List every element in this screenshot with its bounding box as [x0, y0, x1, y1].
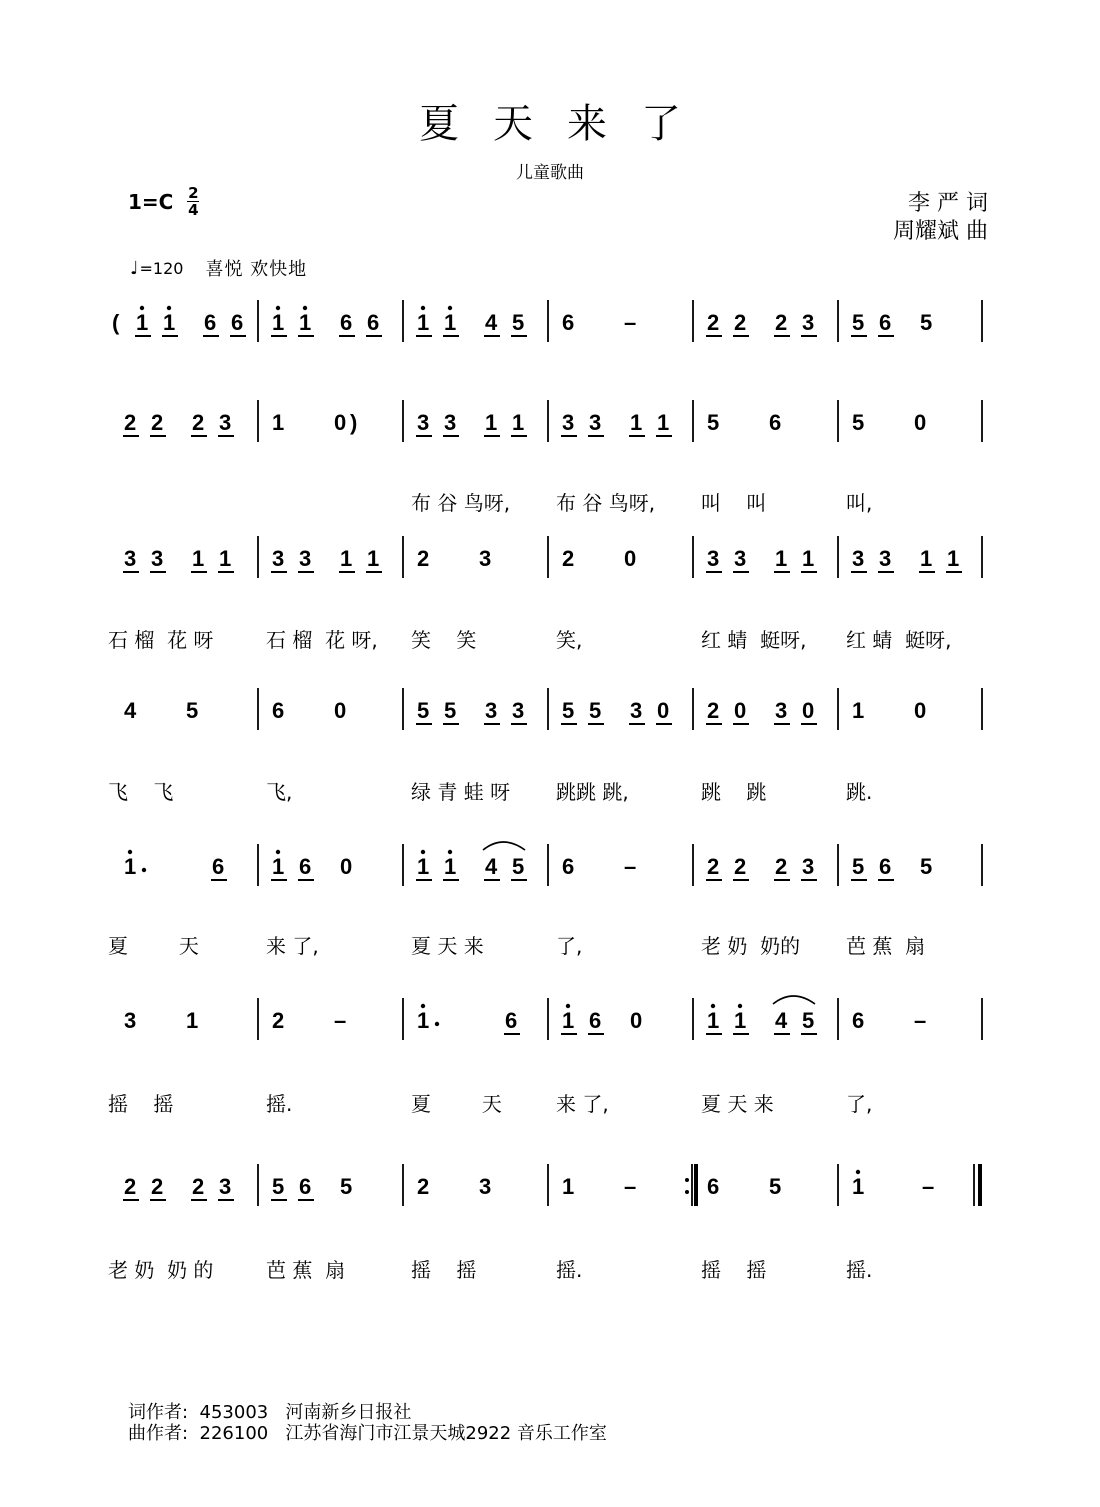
note: 1 [562, 1174, 575, 1199]
note: 0 [802, 698, 815, 723]
note: 3 [562, 410, 575, 435]
measure [417, 998, 548, 1040]
note: 2 [272, 1008, 285, 1033]
note: 2 [707, 698, 720, 723]
measure [706, 536, 838, 578]
note: 5 [852, 410, 865, 435]
high-octave-dot [711, 1004, 715, 1008]
note: 3 [124, 1008, 137, 1033]
note: 5 [186, 698, 199, 723]
lyric-text: 夏 天 [108, 934, 199, 958]
lyric-text: 摇 摇 [701, 1258, 767, 1282]
lyric-text: 芭 蕉 扇 [266, 1258, 346, 1282]
lyric-row [0, 1088, 1100, 1118]
lyric-row [0, 1254, 1100, 1284]
note: 3 [417, 410, 430, 435]
note: 4 [124, 698, 137, 723]
high-octave-dot [421, 850, 425, 854]
measure [851, 536, 982, 578]
lyric-text: 布 谷 鸟呀, [411, 491, 511, 515]
measure [707, 1164, 838, 1206]
high-octave-dot [276, 306, 280, 310]
note: 6 [707, 1174, 720, 1199]
note: 2 [775, 854, 788, 879]
lyric-text: 来 了, [266, 934, 319, 958]
note: 2 [151, 1174, 164, 1199]
lyric-row [0, 776, 1100, 806]
measure [561, 998, 693, 1040]
note: 2 [707, 310, 720, 335]
measure [417, 536, 548, 578]
measure [852, 688, 982, 730]
measure [851, 844, 982, 886]
note: 2 [734, 310, 747, 335]
footer-lyricist-line: 词作者: 453003 河南新乡日报社 [128, 1402, 412, 1423]
note: 5 [920, 854, 933, 879]
song-title: 夏天来了 [419, 101, 715, 147]
note: 3 [852, 546, 865, 571]
note: 5 [920, 310, 933, 335]
lyric-text: 跳跳 跳, [556, 780, 629, 804]
note: 5 [562, 698, 575, 723]
augmentation-dot [435, 1022, 439, 1026]
note: 4 [485, 854, 498, 879]
note: 1 [852, 698, 865, 723]
note: 1 [136, 310, 149, 335]
measure [124, 688, 258, 730]
note: 1 [417, 1008, 430, 1033]
measure [123, 1164, 258, 1206]
high-octave-dot [421, 1004, 425, 1008]
note: 5 [852, 854, 865, 879]
note: 0 [334, 410, 347, 435]
note: 2 [192, 1174, 205, 1199]
high-octave-dot [448, 306, 452, 310]
note: 1 [272, 410, 285, 435]
note: 3 [485, 698, 498, 723]
note: 6 [299, 1174, 312, 1199]
key-label: 1=C [128, 189, 174, 214]
lyric-text: 石 榴 花 呀, [266, 628, 378, 652]
measure [124, 998, 258, 1040]
high-octave-dot [276, 850, 280, 854]
lyric-row [0, 930, 1100, 960]
lyric-text: 红 蜻 蜓呀, [701, 628, 807, 652]
note: 6 [367, 310, 380, 335]
note: 1 [299, 310, 312, 335]
dash-note: – [922, 1174, 935, 1199]
lyric-text: 老 奶 奶 的 [108, 1258, 214, 1282]
lyric-row [0, 624, 1100, 654]
note: 1 [340, 546, 353, 571]
score-row [0, 990, 1100, 1060]
note: 0 [914, 698, 927, 723]
lyric-text: 笑 笑 [411, 628, 477, 652]
time-sig-top: 2 [188, 184, 199, 202]
measure [272, 688, 403, 730]
note: 0 [334, 698, 347, 723]
dash-note: – [334, 1008, 347, 1033]
lyric-text: 石 榴 花 呀 [108, 628, 214, 652]
time-signature [187, 186, 199, 217]
measure [416, 300, 548, 342]
note: 2 [562, 546, 575, 571]
score-row [0, 528, 1100, 598]
lyric-text: 布 谷 鸟呀, [556, 491, 656, 515]
slur [773, 996, 815, 1004]
repeat-dot [685, 1190, 689, 1194]
high-octave-dot [856, 1170, 860, 1174]
measure [706, 844, 838, 886]
lyric-text: 来 了, [556, 1092, 609, 1116]
measure [123, 536, 258, 578]
measure [561, 400, 693, 442]
note: 3 [802, 854, 815, 879]
note: 0 [657, 698, 670, 723]
note: 6 [589, 1008, 602, 1033]
note: 1 [512, 410, 525, 435]
lyric-text: 夏 天 来 [701, 1092, 774, 1116]
measure [562, 844, 693, 886]
lyric-text: 夏 天 来 [411, 934, 484, 958]
high-octave-dot [303, 306, 307, 310]
measure [135, 300, 258, 342]
score-row [0, 292, 1100, 362]
note: 3 [775, 698, 788, 723]
measure [124, 844, 258, 886]
note: 1 [444, 310, 457, 335]
note: 1 [163, 310, 176, 335]
lyric-text: 摇. [266, 1092, 293, 1116]
note: 3 [479, 546, 492, 571]
note: 3 [151, 546, 164, 571]
note: 1 [272, 310, 285, 335]
high-octave-dot [738, 1004, 742, 1008]
note: 2 [707, 854, 720, 879]
measure [706, 300, 838, 342]
note: 5 [512, 854, 525, 879]
lyric-text: 了, [556, 934, 583, 958]
repeat-dot [685, 1178, 689, 1182]
note: 6 [272, 698, 285, 723]
note: 1 [802, 546, 815, 571]
note: 3 [219, 410, 232, 435]
measure [417, 1164, 548, 1206]
note: 3 [299, 546, 312, 571]
note: 5 [444, 698, 457, 723]
note: 3 [879, 546, 892, 571]
note: 1 [734, 1008, 747, 1033]
note: 3 [479, 1174, 492, 1199]
dash-note: – [624, 854, 637, 879]
lyric-text: 摇. [846, 1258, 873, 1282]
note: 1 [485, 410, 498, 435]
note: 1 [920, 546, 933, 571]
high-octave-dot [448, 850, 452, 854]
song-subtitle: 儿童歌曲 [516, 163, 584, 183]
note: 5 [512, 310, 525, 335]
note: 3 [272, 546, 285, 571]
note: 5 [802, 1008, 815, 1033]
note: 1 [124, 854, 137, 879]
measure [561, 688, 693, 730]
lyric-text: 跳. [846, 780, 873, 804]
dash-note: – [624, 310, 637, 335]
note: 1 [657, 410, 670, 435]
close-paren: ) [350, 410, 358, 435]
measure [562, 1164, 696, 1206]
measure [271, 536, 403, 578]
note: 6 [562, 854, 575, 879]
note: 3 [512, 698, 525, 723]
footer-composer-line: 曲作者: 226100 江苏省海门市江景天城2922 音乐工作室 [128, 1423, 607, 1444]
lyric-text: 了, [846, 1092, 873, 1116]
note: 0 [734, 698, 747, 723]
note: 6 [562, 310, 575, 335]
measure [852, 998, 982, 1040]
augmentation-dot [142, 868, 146, 872]
key-signature [128, 186, 199, 217]
note: 2 [417, 1174, 430, 1199]
note: 0 [340, 854, 353, 879]
note: 4 [485, 310, 498, 335]
measure [123, 400, 258, 442]
note: 1 [417, 310, 430, 335]
score-row [0, 392, 1100, 462]
measure [416, 688, 548, 730]
note: 2 [151, 410, 164, 435]
note: 3 [734, 546, 747, 571]
tempo-expression: 喜悦 欢快地 [205, 259, 308, 280]
note: 3 [707, 546, 720, 571]
note: 1 [272, 854, 285, 879]
measure [707, 400, 838, 442]
measure [852, 1164, 980, 1206]
note: 1 [417, 854, 430, 879]
high-octave-dot [167, 306, 171, 310]
note: 1 [707, 1008, 720, 1033]
note: 6 [879, 854, 892, 879]
note: 3 [219, 1174, 232, 1199]
note: 2 [192, 410, 205, 435]
high-octave-dot [421, 306, 425, 310]
note: 1 [219, 546, 232, 571]
lyric-text: 跳 跳 [701, 780, 767, 804]
note: 5 [707, 410, 720, 435]
lyric-text: 叫 叫 [701, 491, 767, 515]
measure [706, 996, 838, 1040]
note: 0 [914, 410, 927, 435]
high-octave-dot [128, 850, 132, 854]
score-row [0, 680, 1100, 750]
note: 3 [630, 698, 643, 723]
lyric-text: 摇 摇 [108, 1092, 174, 1116]
footer [128, 1402, 607, 1444]
note: 3 [124, 546, 137, 571]
note: 2 [417, 546, 430, 571]
lyric-text: 飞, [266, 780, 293, 804]
lyric-text: 芭 蕉 扇 [846, 934, 926, 958]
note: 5 [589, 698, 602, 723]
high-octave-dot [566, 1004, 570, 1008]
note: 1 [367, 546, 380, 571]
note: 4 [775, 1008, 788, 1033]
note: 3 [589, 410, 602, 435]
lyric-text: 摇. [556, 1258, 583, 1282]
score-row [0, 1156, 1100, 1226]
time-sig-bottom: 4 [188, 201, 199, 219]
note: 1 [630, 410, 643, 435]
note: 5 [769, 1174, 782, 1199]
note: 0 [630, 1008, 643, 1033]
measure [416, 400, 548, 442]
dash-note: – [624, 1174, 637, 1199]
slur [483, 842, 525, 850]
lyricist-credit: 李 严 词 [908, 191, 988, 216]
note: 3 [444, 410, 457, 435]
measure [271, 1164, 403, 1206]
note: 6 [299, 854, 312, 879]
note: 1 [852, 1174, 865, 1199]
note: 2 [124, 1174, 137, 1199]
lyric-row [0, 487, 1100, 517]
note: 3 [802, 310, 815, 335]
measure [272, 400, 403, 442]
measure [416, 842, 548, 886]
note: 1 [947, 546, 960, 571]
dash-note: – [914, 1008, 927, 1033]
measure [562, 536, 693, 578]
note: 1 [192, 546, 205, 571]
high-octave-dot [140, 306, 144, 310]
note: 2 [124, 410, 137, 435]
tempo-marking [130, 255, 307, 281]
tempo-bpm: =120 [139, 258, 184, 278]
note: 6 [879, 310, 892, 335]
lyric-text: 笑, [556, 628, 583, 652]
measure [272, 998, 403, 1040]
measure [706, 688, 838, 730]
note: 5 [340, 1174, 353, 1199]
note: 2 [775, 310, 788, 335]
note: 6 [212, 854, 225, 879]
note: 6 [204, 310, 217, 335]
measure [271, 300, 403, 342]
note: 1 [775, 546, 788, 571]
note: 6 [231, 310, 244, 335]
note: 1 [444, 854, 457, 879]
note: 1 [562, 1008, 575, 1033]
note: 2 [734, 854, 747, 879]
lyric-text: 摇 摇 [411, 1258, 477, 1282]
note: 5 [417, 698, 430, 723]
credits [893, 190, 988, 246]
note: 6 [340, 310, 353, 335]
lyric-text: 夏 天 [411, 1092, 502, 1116]
note: 6 [852, 1008, 865, 1033]
composer-credit: 周耀斌 曲 [893, 219, 988, 244]
lyric-text: 绿 青 蛙 呀 [411, 780, 511, 804]
lyric-text: 老 奶 奶的 [701, 934, 801, 958]
note: 5 [272, 1174, 285, 1199]
quarter-note-icon: ♩ [130, 257, 139, 279]
measure [852, 400, 982, 442]
measure [271, 844, 403, 886]
measure [851, 300, 982, 342]
lyric-text: 叫, [846, 491, 873, 515]
note: 1 [186, 1008, 199, 1033]
open-paren: ( [112, 310, 120, 335]
lyric-text: 红 蜻 蜓呀, [846, 628, 952, 652]
note: 5 [852, 310, 865, 335]
note: 6 [769, 410, 782, 435]
note: 6 [505, 1008, 518, 1033]
note: 0 [624, 546, 637, 571]
lyric-text: 飞 飞 [108, 780, 174, 804]
measure [562, 300, 693, 342]
score-row [0, 836, 1100, 906]
